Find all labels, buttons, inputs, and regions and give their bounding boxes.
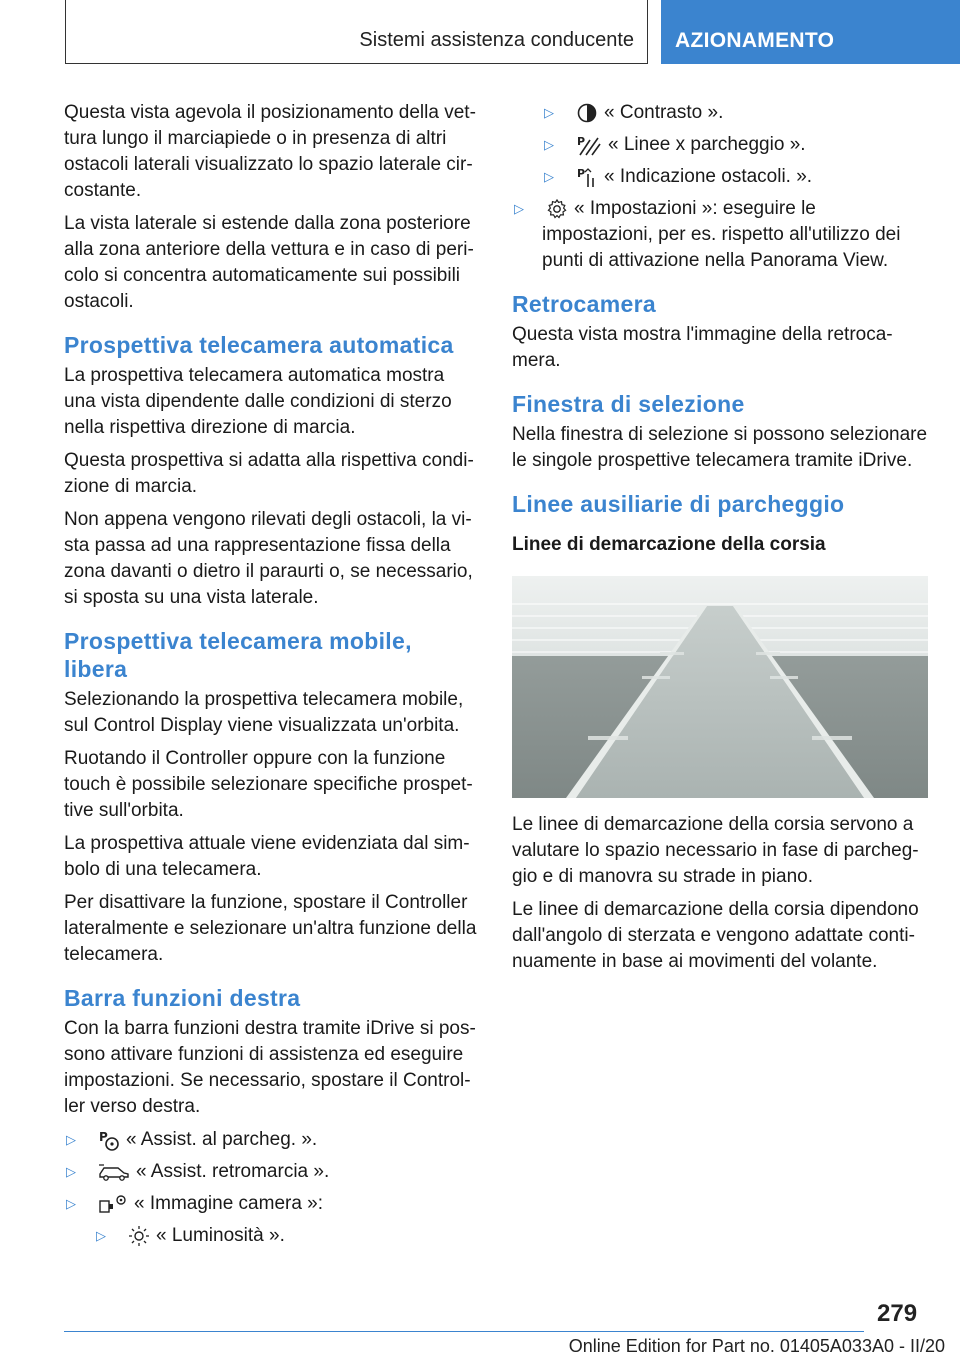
list-item-label: « Immagine camera »: — [134, 1193, 324, 1214]
bullet-triangle-icon: ▷ — [96, 1228, 106, 1243]
list-item-label: « Linee x parcheggio ». — [608, 134, 806, 155]
brightness-icon — [128, 1225, 150, 1247]
paragraph: Per disattivare la funzione, spostare il Controller lateralmente e selezionare un'altra funzione della telecamera. — [64, 892, 477, 965]
paragraph: Selezionando la prospettiva telecamera mobile, sul Control Display viene visualizzata un'orbita. — [64, 689, 464, 736]
header-chapter-title: AZIONAMENTO — [675, 29, 835, 52]
camera-image-icon — [98, 1193, 128, 1215]
paragraph: Le linee di demarcazione della corsia dipendono dall'angolo di sterzata e vengono adattate continuamente in base ai movimenti del volante. — [512, 899, 919, 972]
heading-mobile-camera: Prospettiva telecamera mobile, libera — [64, 628, 412, 682]
obstacle-marking-icon — [576, 166, 598, 188]
bullet-triangle-icon: ▷ — [544, 169, 554, 184]
bullet-triangle-icon: ▷ — [66, 1132, 76, 1147]
list-item-label: « Indicazione ostacoli. ». — [604, 166, 813, 187]
list-item — [542, 100, 928, 126]
subheading-lane-lines: Linee di demarcazione della corsia — [512, 534, 826, 555]
svg-text:P: P — [577, 166, 586, 180]
list-item-label: « Impostazioni »: eseguire le impostazioni, per es. rispetto all'utilizzo dei punti di attivazione nella Panorama View. — [542, 198, 901, 271]
paragraph: Nella finestra di selezione si possono selezionare le singole prospettive telecamera tramite iDrive. — [512, 424, 928, 471]
list-item — [64, 1191, 477, 1217]
list-item — [64, 1127, 477, 1153]
svg-text:P: P — [99, 1129, 108, 1144]
heading-selection-window: Finestra di selezione — [512, 391, 745, 417]
paragraph: La prospettiva telecamera automatica mostra una vista dipendente dalle condizioni di sterzo nella rispettiva direzione di marcia. — [64, 365, 452, 438]
lane-lines-illustration — [512, 576, 928, 798]
list-item-label: « Assist. al parcheg. ». — [126, 1129, 318, 1150]
paragraph: La prospettiva attuale viene evidenziata dal simbolo di una telecamera. — [64, 833, 470, 880]
paragraph: Con la barra funzioni destra tramite iDrive si possono attivare funzioni di assistenza ed eseguire impostazioni. Se necessario, spostare il Controller verso destra. — [64, 1018, 476, 1117]
header-section-title: Sistemi assistenza conducente — [359, 29, 634, 51]
svg-text:P: P — [577, 134, 586, 148]
heading-parking-lines: Linee ausiliarie di parcheggio — [512, 491, 845, 517]
paragraph: Questa prospettiva si adatta alla rispettiva condizione di marcia. — [64, 450, 474, 497]
list-item — [542, 164, 928, 190]
heading-function-bar: Barra funzioni destra — [64, 985, 301, 1011]
bullet-triangle-icon: ▷ — [66, 1164, 76, 1179]
bullet-triangle-icon: ▷ — [514, 201, 524, 216]
paragraph: Questa vista agevola il posizionamento della vettura lungo il marciapiede o in presenza di altri ostacoli laterali visualizzato lo spazio laterale circostante. — [64, 102, 476, 201]
settings-gear-icon — [546, 198, 568, 220]
list-item-label: « Contrasto ». — [604, 102, 724, 123]
footer-edition-text: Online Edition for Part no. 01405A033A0 - II/20 — [568, 1336, 945, 1356]
paragraph: Non appena vengono rilevati degli ostacoli, la vista passa ad una rappresentazione fissa della zona davanti o dietro il paraurti o, se necessario, si sposta su una vista laterale. — [64, 509, 473, 608]
bullet-triangle-icon: ▷ — [544, 137, 554, 152]
bullet-triangle-icon: ▷ — [544, 105, 554, 120]
list-item — [94, 1223, 477, 1249]
left-column — [64, 100, 477, 1255]
list-item-label: « Luminosità ». — [156, 1225, 285, 1246]
paragraph: Le linee di demarcazione della corsia servono a valutare lo spazio necessario in fase di parcheggio e di manovra su strade in piano. — [512, 814, 919, 887]
paragraph: Questa vista mostra l'immagine della retrocamera. — [512, 324, 893, 371]
list-item — [542, 132, 928, 158]
paragraph: La vista laterale si estende dalla zona posteriore alla zona anteriore della vettura e in caso di pericolo si concentra automaticamente sui possibili ostacoli. — [64, 213, 474, 312]
header-section-box — [65, 0, 648, 64]
heading-auto-camera: Prospettiva telecamera automatica — [64, 332, 454, 358]
page-number: 279 — [877, 1300, 918, 1327]
paragraph: Ruotando il Controller oppure con la funzione touch è possibile selezionare specifiche prospettive sull'orbita. — [64, 748, 473, 821]
right-column — [512, 100, 928, 982]
list-item — [64, 1159, 477, 1185]
bullet-triangle-icon: ▷ — [66, 1196, 76, 1211]
contrast-icon — [576, 102, 598, 124]
heading-rear-camera: Retrocamera — [512, 291, 656, 317]
footer-divider — [64, 1331, 864, 1332]
header-chapter-tab — [661, 0, 960, 64]
reverse-assist-icon — [98, 1162, 130, 1182]
list-item-label: « Assist. retromarcia ». — [136, 1161, 330, 1182]
list-item — [512, 196, 928, 274]
park-assist-icon — [98, 1129, 120, 1151]
parking-lines-icon — [576, 134, 602, 156]
